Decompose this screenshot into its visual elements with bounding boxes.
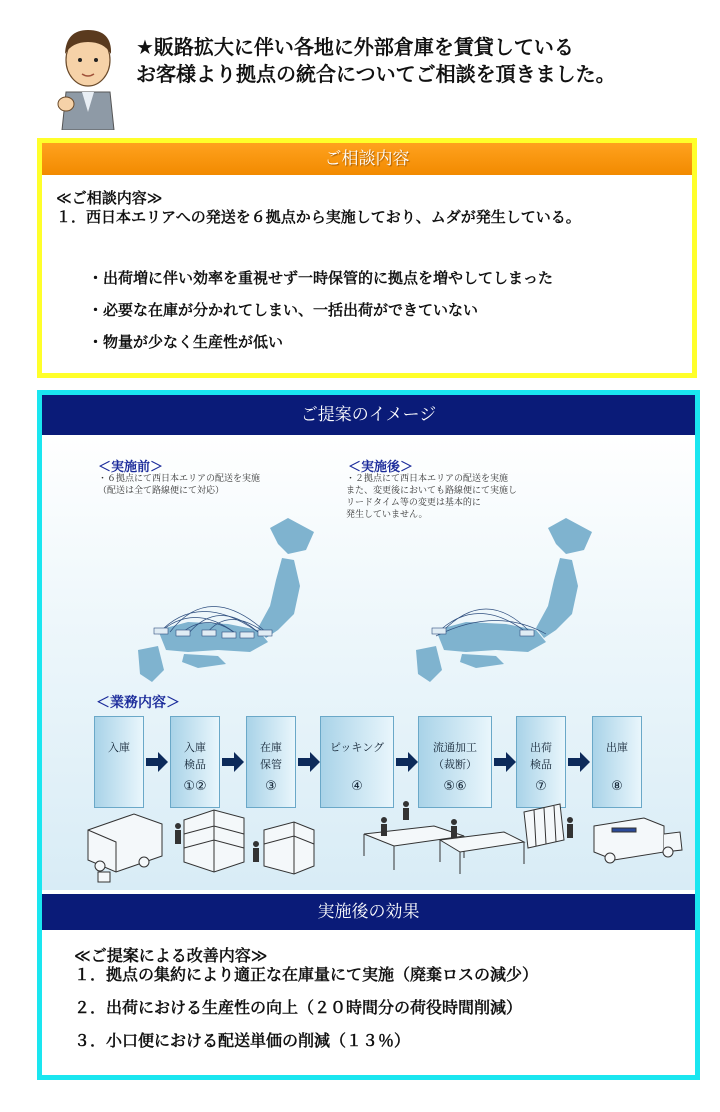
work-heading: ＜業務内容＞ xyxy=(96,695,180,711)
step-line2: 検品 xyxy=(530,758,552,771)
arrow-right-icon xyxy=(494,752,516,772)
step-dispatch xyxy=(592,716,642,808)
delivery-truck-icon xyxy=(594,818,682,863)
step-processing xyxy=(418,716,492,808)
before-heading: ＜実施前＞ xyxy=(98,460,164,475)
arrow-right-icon xyxy=(146,752,168,772)
step-line1: 出荷 xyxy=(530,741,552,754)
consultation-item-1: １．西日本エリアへの発送を６拠点から実施しており、ムダが発生している。 xyxy=(56,208,581,226)
step-number: ③ xyxy=(265,779,277,794)
step-line1: 入庫 xyxy=(184,741,206,754)
step-line2: 検品 xyxy=(184,758,206,771)
after-note-2: また、変更後においても路線便にて実施し xyxy=(346,486,518,496)
effect-subtitle: ≪ご提案による改善内容≫ xyxy=(74,946,268,965)
effect-item: １．拠点の集約により適正な在庫量にて実施（廃棄ロスの減少） xyxy=(74,965,539,984)
proposal-title: ご提案のイメージ xyxy=(42,395,695,435)
step-line2: 保管 xyxy=(260,758,282,771)
headline-line2: お客様より拠点の統合についてご相談を頂きました。 xyxy=(136,62,616,86)
arrow-right-icon xyxy=(222,752,244,772)
after-note-3: リードタイム等の変更は基本的に xyxy=(346,498,481,508)
step-line2: （裁断） xyxy=(433,758,477,771)
consultation-bullet: ・必要な在庫が分かれてしまい、一括出荷ができていない xyxy=(88,301,479,319)
step-line1: ピッキング xyxy=(329,741,385,754)
step-storage xyxy=(246,716,296,808)
step-number: ④ xyxy=(351,779,363,794)
after-heading: ＜実施後＞ xyxy=(348,460,414,475)
arrow-right-icon xyxy=(568,752,590,772)
step-number: ①② xyxy=(183,779,207,794)
before-note xyxy=(98,473,260,497)
before-note-1: ・６拠点にて西日本エリアの配送を実施 xyxy=(98,474,261,484)
processing-table-icon xyxy=(364,826,524,874)
effect-title: 実施後の効果 xyxy=(42,894,695,930)
headline xyxy=(136,34,616,88)
after-note-4: 発生していません。 xyxy=(346,510,428,520)
step-line1: 出庫 xyxy=(606,741,628,754)
consultation-subtitle: ≪ご相談内容≫ xyxy=(56,189,163,207)
step-shipping-inspection xyxy=(516,716,566,808)
step-line1: 流通加工 xyxy=(433,741,477,754)
step-receiving xyxy=(94,716,144,808)
effect-item: ２．出荷における生産性の向上（２０時間分の荷役時間削減） xyxy=(74,998,523,1017)
consultation-box xyxy=(37,138,697,378)
step-picking xyxy=(320,716,394,808)
arrow-right-icon xyxy=(396,752,418,772)
shipping-cart-icon xyxy=(524,804,564,848)
headline-line1: ★販路拡大に伴い各地に外部倉庫を賃貸している xyxy=(136,35,574,59)
arrow-right-icon xyxy=(298,752,320,772)
before-note-2: （配送は全て路線便にて対応） xyxy=(98,486,225,496)
step-line1: 入庫 xyxy=(108,741,130,754)
step-inspection xyxy=(170,716,220,808)
step-number: ⑦ xyxy=(535,779,547,794)
step-number: ⑤⑥ xyxy=(443,779,467,794)
map-after xyxy=(396,510,616,685)
map-before xyxy=(118,510,338,685)
consultation-bullet: ・出荷増に伴い効率を重視せず一時保管的に拠点を増やしてしまった xyxy=(88,269,554,287)
consultation-bullet: ・物量が少なく生産性が低い xyxy=(88,333,284,351)
worker-avatar xyxy=(52,22,124,130)
storage-rack-icon xyxy=(184,810,314,874)
warehouse-illustrations xyxy=(84,800,684,890)
step-number: ⑧ xyxy=(611,779,623,794)
step-line1: 在庫 xyxy=(260,741,282,754)
truck-unloading-icon xyxy=(88,814,162,882)
consultation-title: ご相談内容 xyxy=(42,143,692,175)
effect-item: ３．小口便における配送単価の削減（１３％） xyxy=(74,1031,411,1050)
after-note-1: ・２拠点にて西日本エリアの配送を実施 xyxy=(346,474,509,484)
